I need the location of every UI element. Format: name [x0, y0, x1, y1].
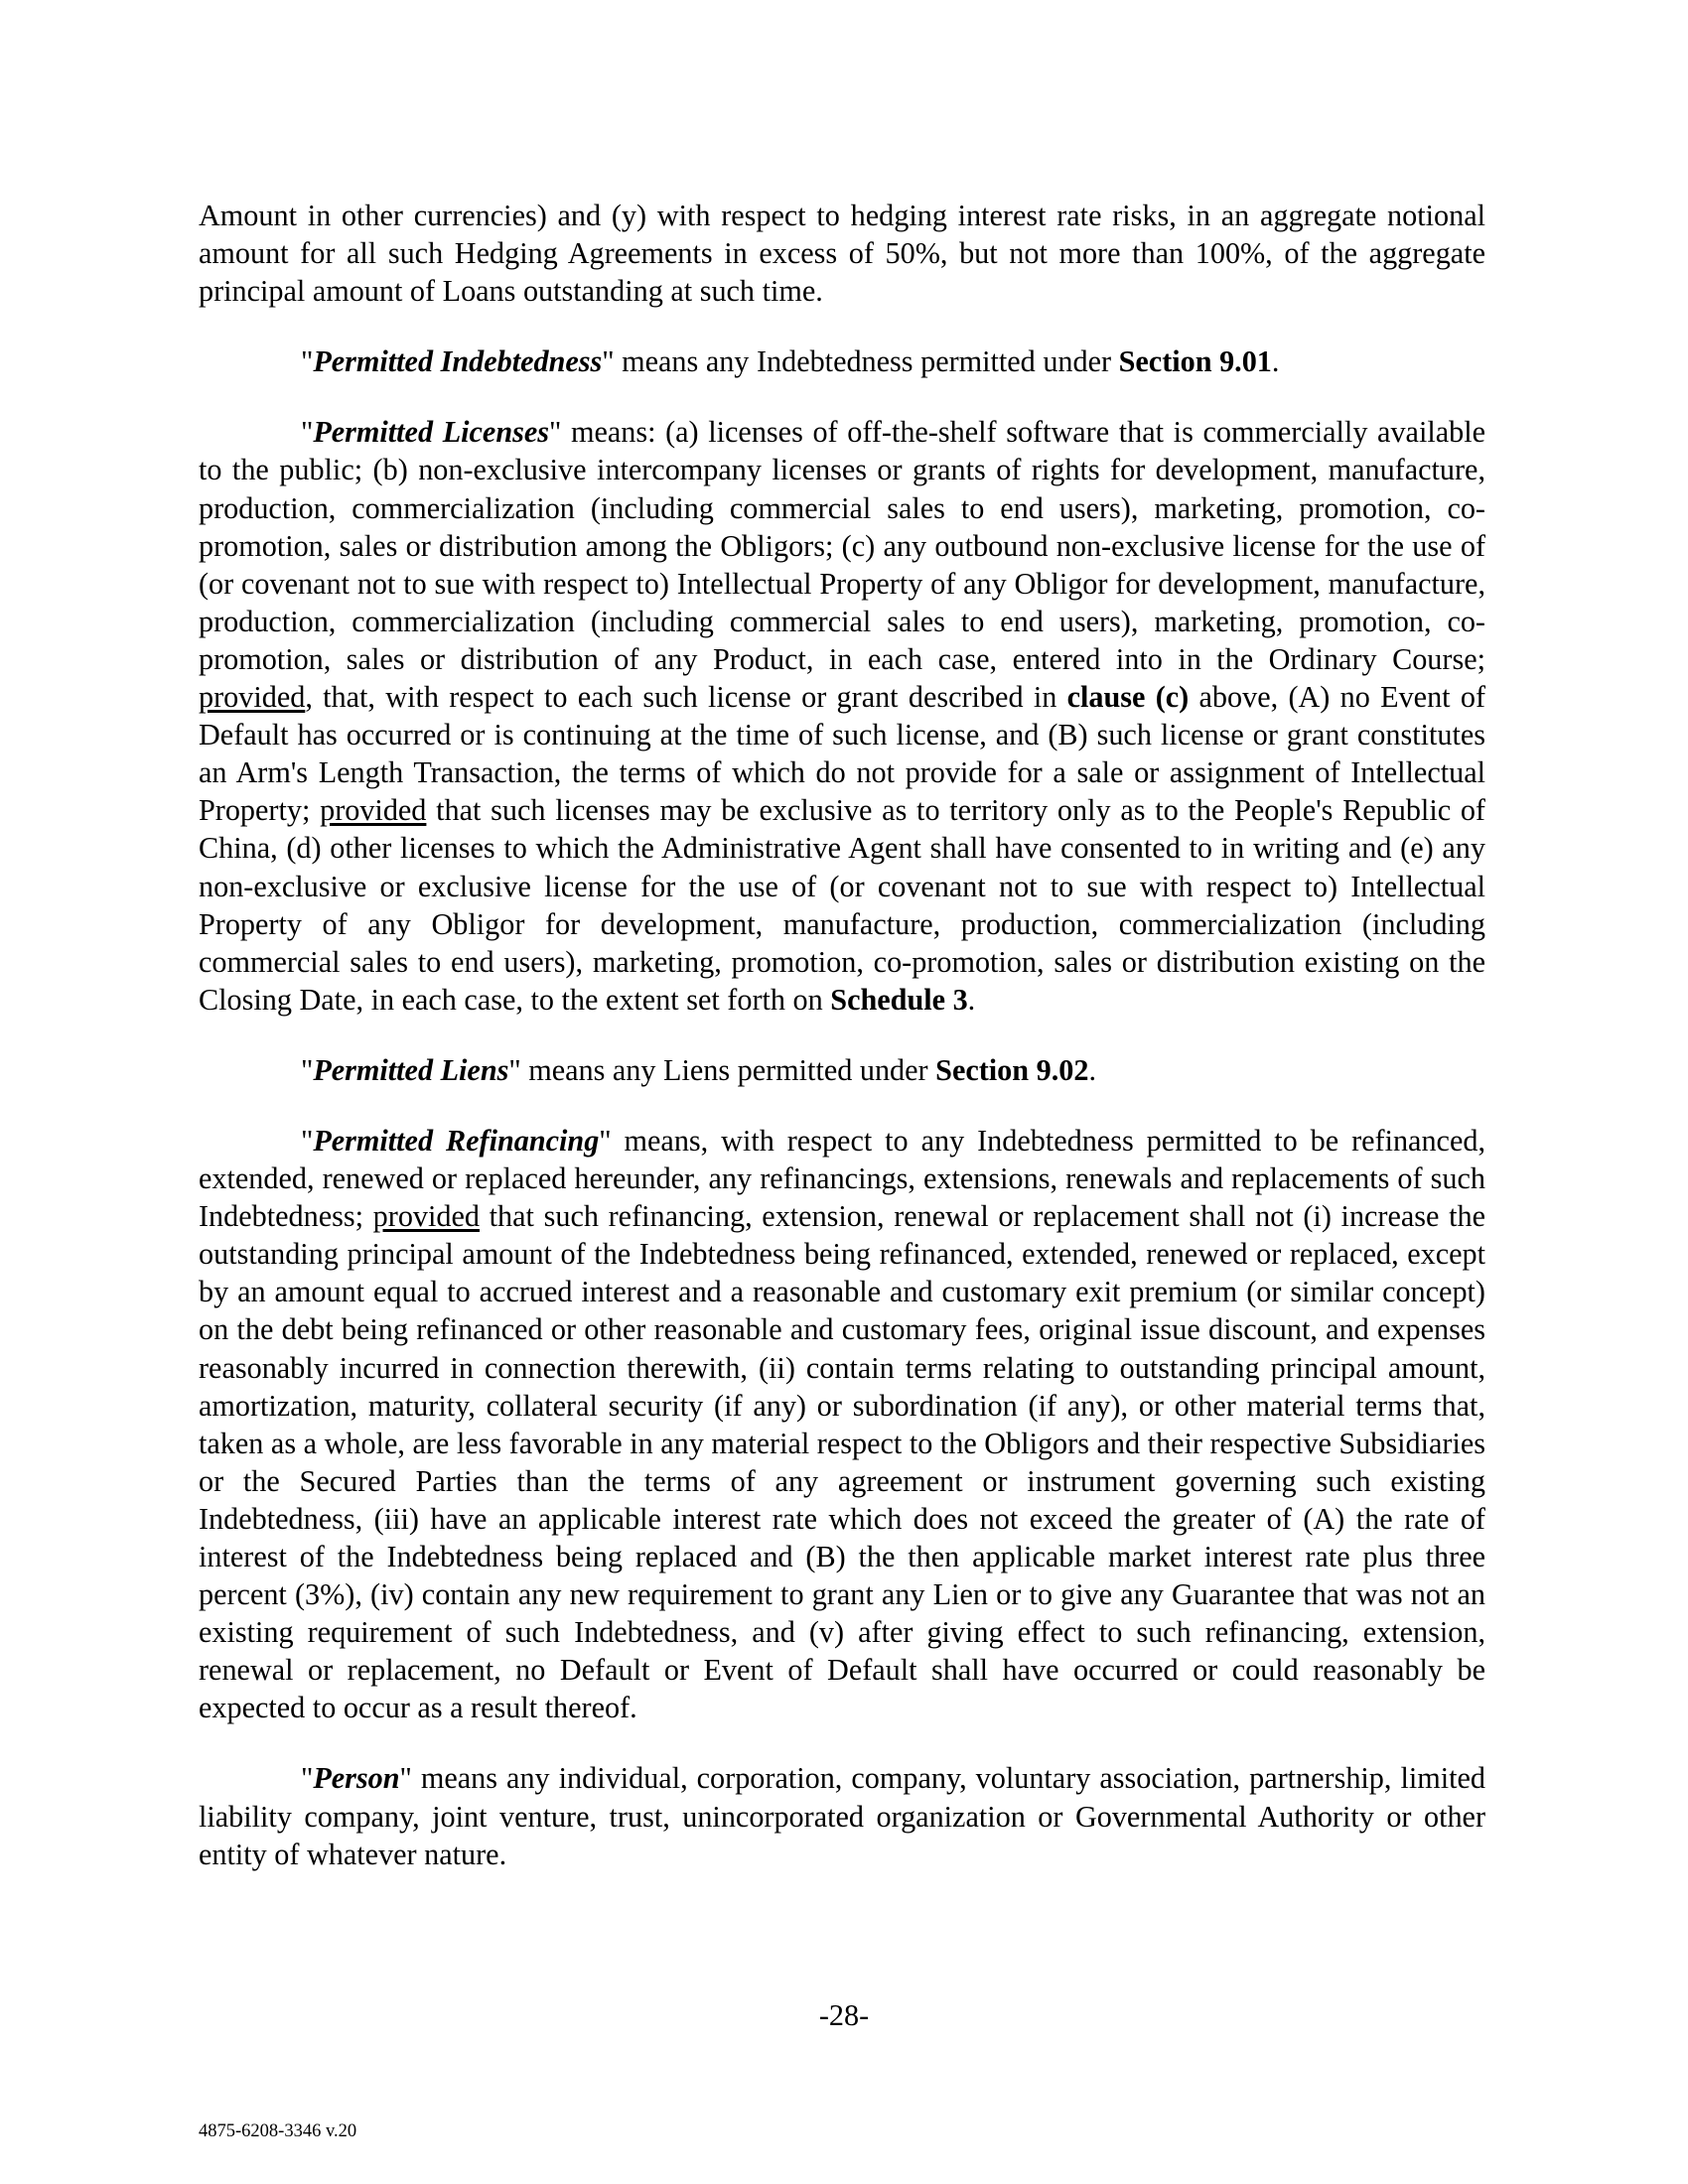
paragraph-text: . [1088, 1052, 1096, 1087]
cross-reference: Section 9.02 [935, 1052, 1089, 1087]
defined-term-text: Permitted Refinancing [313, 1123, 600, 1158]
paragraph-text: Amount in other currencies) and (y) with respect to hedging interest rate risks, in an aggregate notional amount for all such Hedging Agreements in excess of 50%, but not more than 100%, of the aggregate principal amount of Loans outstanding at such time. [199, 199, 1485, 309]
defined-term [313, 1124, 599, 1158]
paragraph-text: " [301, 1761, 314, 1796]
definition-person [199, 1759, 1485, 1872]
defined-term [313, 1761, 399, 1795]
paragraph-text: " means any Indebtedness permitted under [602, 344, 1119, 379]
cross-reference: Section 9.01 [1118, 344, 1272, 379]
definition-permitted-refinancing [199, 1122, 1485, 1727]
definition-permitted-licenses [199, 413, 1485, 1019]
defined-term [313, 415, 549, 449]
cross-reference: clause (c) [1066, 680, 1190, 715]
defined-term-text: Permitted Liens [313, 1052, 509, 1087]
defined-term-text: Permitted Indebtedness [313, 344, 603, 379]
proviso-keyword: provided [199, 680, 306, 715]
cross-reference: Schedule 3 [830, 982, 968, 1017]
paragraph-text: " [301, 1052, 314, 1087]
paragraph-text: " means any individual, corporation, company, voluntary association, partnership, limited liability company, joint venture, trust, unincorporated organization or Governmental Authority or other entity of whatever nature. [199, 1761, 1485, 1871]
paragraph-text: that such refinancing, extension, renewal or replacement shall not (i) increase the outstanding principal amount of the Indebtedness being refinanced, extended, renewed or replaced, except by an amount equal to accrued interest and a reasonable and customary exit premium (or similar concept) on the debt being refinanced or other reasonable and customary fees, original issue discount, and expenses reasonably incurred in connection therewith, (ii) contain terms relating to outstanding principal amount, amortization, maturity, collateral security (if any) or subordination (if any), or other material terms that, taken as a whole, are less favorable in any material respect to the Obligors and their respective Subsidiaries or the Secured Parties than the terms of any agreement or instrument governing such existing Indebtedness, (iii) have an applicable interest rate which does not exceed the greater of (A) the rate of interest of the Indebtedness being replaced and (B) the then applicable market interest rate plus three percent (3%), (iv) contain any new requirement to grant any Lien or to give any Guarantee that was not an existing requirement of such Indebtedness, and (v) after giving effect to such refinancing, extension, renewal or replacement, no Default or Event of Default shall have occurred or could reasonably be expected to occur as a result thereof. [199, 1199, 1485, 1725]
paragraph-text: " means: (a) licenses of off-the-shelf software that is commercially available to the public; (b) non-exclusive intercompany licenses or grants of rights for development, manufacture, production, commercialization (including commercial sales to end users), marketing, promotion, co-promotion, sales or distribution among the Obligors; (c) any outbound non-exclusive license for the use of (or covenant not to sue with respect to) Intellectual Property of any Obligor for development, manufacture, production, commercialization (including commercial sales to end users), marketing, promotion, co-promotion, sales or distribution of any Product, in each case, entered into in the Ordinary Course; [199, 415, 1485, 676]
defined-term [313, 344, 602, 378]
paragraph-text: . [967, 982, 976, 1017]
defined-term-text: Permitted Licenses [313, 415, 549, 450]
proviso-keyword: provided [372, 1199, 480, 1234]
document-id-footer: 4875-6208-3346 v.20 [199, 2121, 357, 2141]
paragraph-text: " means, with respect to any Indebtedness permitted to be refinanced, extended, renewed or replaced hereunder, any refinancings, extensions, renewals and replacements of such Indebtedness; [199, 1123, 1485, 1234]
paragraph-text: " means any Liens permitted under [508, 1052, 936, 1087]
paragraph-hedging-continuation [199, 197, 1485, 310]
paragraph-text: " [301, 415, 314, 450]
page-number: -28- [818, 1998, 870, 2032]
paragraph-text: above, (A) no Event of Default has occurred or is continuing at the time of such license, and (B) such license or grant constitutes an Arm's Length Transaction, the terms of which do not provide for a sale or assignment of Intellectual Property; [199, 680, 1485, 828]
definition-permitted-liens [199, 1051, 1485, 1089]
paragraph-text: " [301, 1123, 314, 1158]
paragraph-text: , that, with respect to each such license or grant described in [305, 680, 1067, 715]
defined-term [313, 1053, 508, 1087]
paragraph-text: . [1271, 344, 1280, 379]
proviso-keyword: provided [320, 793, 427, 828]
defined-term-text: Person [313, 1761, 400, 1796]
paragraph-text: " [301, 344, 314, 379]
document-body [199, 197, 1485, 1906]
paragraph-text: that such licenses may be exclusive as to territory only as to the People's Republic of China, (d) other licenses to which the Administrative Agent shall have consented to in writing and (e) any non-exclusive or exclusive license for the use of (or covenant not to sue with respect to) Intellectual Property of any Obligor for development, manufacture, production, commercialization (including commercial sales to end users), marketing, promotion, co-promotion, sales or distribution existing on the Closing Date, in each case, to the extent set forth on [199, 793, 1485, 1017]
definition-permitted-indebtedness [199, 342, 1485, 380]
